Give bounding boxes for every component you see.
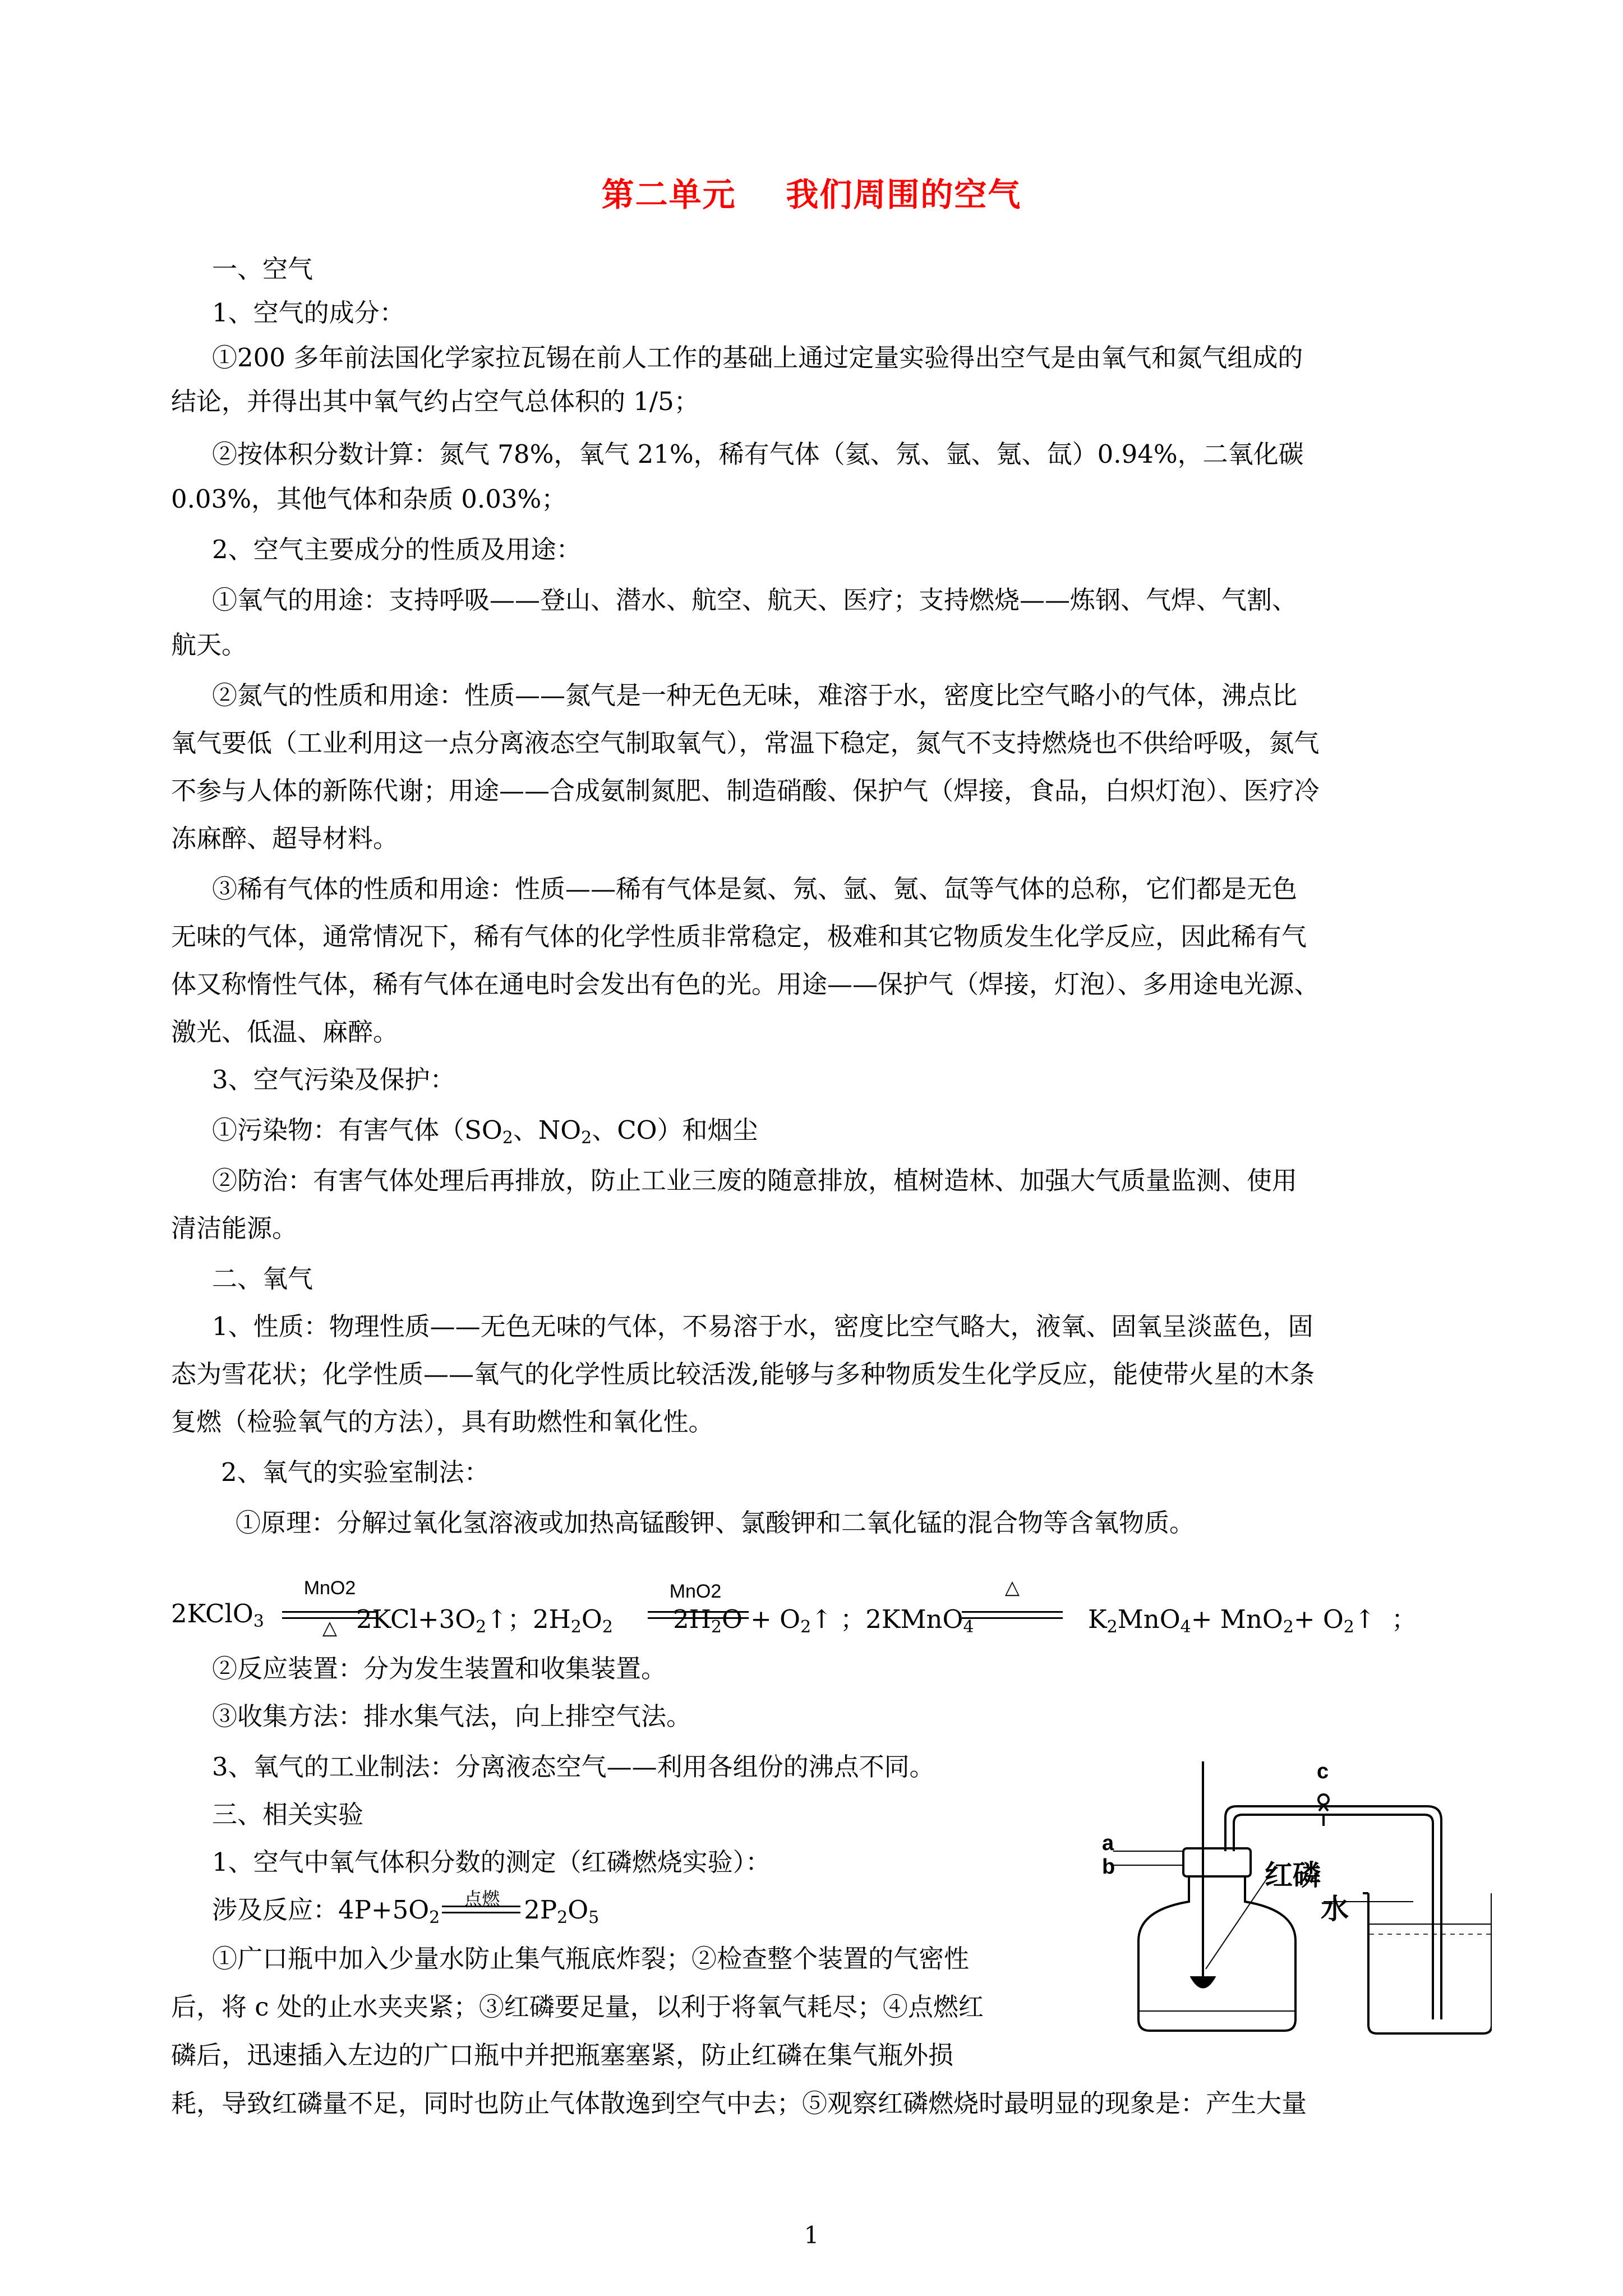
paragraph-line: ②氮气的性质和用途：性质——氮气是一种无色无味，难溶于水，密度比空气略小的气体，沸点比 [212, 680, 1298, 710]
subheading-air-properties: 2、空气主要成分的性质及用途： [212, 535, 582, 564]
paragraph-line: 0.03%，其他气体和杂质 0.03%； [171, 484, 567, 514]
equation-kclo3-left: 2KClO$_3$ [171, 1599, 264, 1631]
label-c: c [1317, 1760, 1329, 1783]
paragraph-line: ①污染物：有害气体（$SO_2$、$NO_2$、CO）和烟尘 [212, 1115, 758, 1148]
paragraph-line: 体又称惰性气体，稀有气体在通电时会发出有色的光。用途——保护气（焊接，灯泡）、多用途电光源、 [171, 969, 1320, 999]
subheading-oxygen-volume: 1、空气中氧气体积分数的测定（红磷燃烧实验）： [212, 1847, 771, 1877]
section-heading-experiments: 三、相关实验 [212, 1800, 364, 1829]
equations-row [171, 1577, 1517, 1649]
paragraph-line: ②反应装置：分为发生装置和收集装置。 [212, 1654, 667, 1683]
red-phosphorus-apparatus-diagram [1099, 1756, 1492, 2047]
label-a: a [1102, 1832, 1114, 1855]
page-title: 第二单元 我们周围的空气 [601, 176, 1022, 214]
paragraph-line: 耗，导致红磷量不足，同时也防止气体散逸到空气中去；⑤观察红磷燃烧时最明显的现象是：产生大量 [171, 2088, 1307, 2118]
paragraph-line: 清洁能源。 [171, 1213, 298, 1243]
paragraph-line: 冻麻醉、超导材料。 [171, 823, 399, 853]
ignition-label: 点燃 [464, 1888, 500, 1909]
reaction-equals-sign [442, 1906, 520, 1913]
reaction-equals-sign [962, 1611, 1063, 1619]
paragraph-line: 航天。 [171, 630, 247, 660]
paragraph-line: ①200 多年前法国化学家拉瓦锡在前人工作的基础上通过定量实验得出空气是由氧气和氮气组成的 [212, 343, 1303, 372]
section-heading-air: 一、空气 [212, 254, 313, 284]
reaction-phosphorus: 涉及反应：$4P+5O_2$ 点燃 $2P_2O_5$ [212, 1893, 599, 1927]
page-number: 1 [804, 2221, 819, 2249]
catalyst-label: MnO2 [303, 1577, 356, 1599]
subheading-air-composition: 1、空气的成分： [212, 298, 405, 328]
paragraph-line: 磷后，迅速插入左边的广口瓶中并把瓶塞塞紧，防止红磷在集气瓶外损 [171, 2040, 954, 2070]
paragraph-line: 1、性质：物理性质——无色无味的气体，不易溶于水，密度比空气略大，液氧、固氧呈淡蓝色，固 [212, 1312, 1313, 1341]
equation-kclo3-right: $2KCl+3O_2↑$；$2H_2O_2$ [356, 1604, 613, 1637]
paragraph-line: ②按体积分数计算：氮气 78%，氧气 21%，稀有气体（氦、氖、氩、氪、氙）0.94%，二氧化碳 [212, 439, 1304, 469]
paragraph-line: ③稀有气体的性质和用途：性质——稀有气体是氦、氖、氩、氪、氙等气体的总称，它们都是无色 [212, 874, 1298, 904]
catalyst-label: MnO2 [669, 1581, 722, 1602]
paragraph-line: 无味的气体，通常情况下，稀有气体的化学性质非常稳定，极难和其它物质发生化学反应，因此稀有气 [171, 922, 1307, 951]
paragraph-line: 后，将 c 处的止水夹夹紧；③红磷要足量，以利于将氧气耗尽；④点燃红 [171, 1992, 984, 2022]
paragraph-line: ①广口瓶中加入少量水防止集气瓶底炸裂；②检查整个装置的气密性 [212, 1944, 970, 1973]
paragraph-line: ②防治：有害气体处理后再排放，防止工业三废的随意排放，植树造林、加强大气质量监测、使用 [212, 1166, 1298, 1195]
equation-h2o2-right: $2H_2O$ + $O_2↑$ ；2KMnO$_4$ [673, 1604, 974, 1637]
paragraph-line: ③收集方法：排水集气法，向上排空气法。 [212, 1701, 692, 1731]
label-red-phosphorus: 红磷 [1265, 1859, 1321, 1892]
paragraph-line: 态为雪花状；化学性质——氧气的化学性质比较活泼,能够与多种物质发生化学反应，能使带火星的木条 [171, 1359, 1315, 1389]
paragraph-line: 不参与人体的新陈代谢；用途——合成氨制氮肥、制造硝酸、保护气（焊接，食品，白炽灯泡）、医疗冷 [171, 776, 1320, 806]
paragraph-line: 激光、低温、麻醉。 [171, 1017, 399, 1047]
paragraph-line: 氧气要低（工业利用这一点分离液态空气制取氧气），常温下稳定，氮气不支持燃烧也不供给呼吸，氮气 [171, 728, 1320, 758]
paragraph-line: 结论，并得出其中氧气约占空气总体积的 1/5； [171, 386, 699, 416]
subheading-air-pollution: 3、空气污染及保护： [212, 1065, 455, 1094]
subheading-oxygen-lab-prep: 2、氧气的实验室制法： [221, 1457, 490, 1487]
heat-symbol: △ [1004, 1577, 1020, 1598]
section-heading-oxygen: 二、氧气 [212, 1264, 313, 1294]
label-b: b [1102, 1855, 1115, 1879]
label-water: 水 [1321, 1893, 1349, 1925]
heat-symbol: △ [322, 1617, 338, 1639]
paragraph-line: 复燃（检验氧气的方法），具有助燃性和氧化性。 [171, 1407, 714, 1437]
paragraph-line: ①原理：分解过氧化氢溶液或加热高锰酸钾、氯酸钾和二氧化锰的混合物等含氧物质。 [236, 1508, 1195, 1538]
paragraph-line: 3、氧气的工业制法：分离液态空气——利用各组份的沸点不同。 [212, 1752, 935, 1782]
paragraph-line: ①氧气的用途：支持呼吸——登山、潜水、航空、航天、医疗；支持燃烧——炼钢、气焊、气割、 [212, 585, 1298, 615]
equation-kmno4-right: $K_2MnO_4+ MnO_2+$ $O_2↑$ ； [1088, 1604, 1417, 1637]
